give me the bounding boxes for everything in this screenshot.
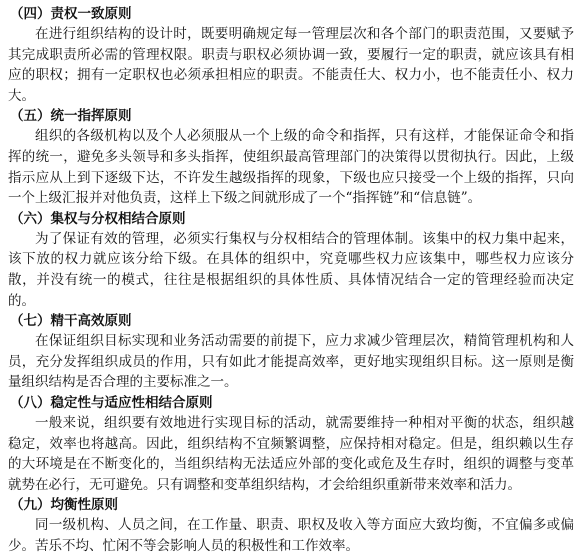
section-body: 同一级机构、人员之间，在工作量、职责、职权及收入等方面应大致均衡，不宜偏多或偏少。苦乐不均、忙闲不等会影响人员的积极性和工作效率。 — [8, 517, 574, 554]
section-heading: （五）统一指挥原则 — [10, 108, 132, 125]
section-heading: （七）精干高效原则 — [10, 313, 132, 330]
section-heading: （九）均衡性原则 — [10, 497, 118, 514]
section-body: 在进行组织结构的设计时，既要明确规定每一管理层次和各个部门的职责范围，又要赋予其完成职责所必需的管理权限。职责与职权必须协调一致，要履行一定的职责，就应该具有相应的职权；拥有一定职权也必须承担相应的职责。不能责任大、权力小，也不能责任小、权力大。 — [8, 26, 574, 104]
section-body: 在保证组织目标实现和业务活动需要的前提下，应力求减少管理层次，精简管理机构和人员，充分发挥组织成员的作用，只有如此才能提高效率，更好地实现组织目标。这一原则是衡量组织结构是否合理的主要标准之一。 — [8, 333, 574, 391]
section-responsibility-authority — [8, 4, 574, 106]
section-body: 组织的各级机构以及个人必须服从一个上级的命令和指挥，只有这样，才能保证命令和指挥的统一，避免多头领导和多头指挥，使组织最高管理部门的决策得以贯彻执行。因此，上级指示应从上到下逐级下达，不许发生越级指挥的现象，下级也应只接受一个上级的指挥，只向一个上级汇报并对他负责，这样上下级之间就形成了一个“指挥链”和“信息链”。 — [8, 128, 574, 207]
section-heading: （八）稳定性与适应性相结合原则 — [10, 394, 213, 411]
section-body: 为了保证有效的管理，必须实行集权与分权相结合的管理体制。该集中的权力集中起来，该下放的权力就应该分给下级。在具体的组织中，究竟哪些权力应该集中，哪些权力应该分散，并没有统一的模式，往往是根据组织的具体性质、具体情况结合一定的管理经验而决定的。 — [8, 230, 574, 309]
section-stability-adaptability — [8, 393, 574, 495]
section-centralization-decentralization — [8, 209, 574, 311]
section-lean-efficiency — [8, 311, 574, 393]
section-balance — [8, 495, 574, 556]
section-heading: （六）集权与分权相结合原则 — [10, 210, 186, 227]
section-unified-command — [8, 106, 574, 208]
section-heading: （四）责权一致原则 — [10, 6, 132, 22]
section-body: 一般来说，组织要有效地进行实现目标的活动，就需要维持一种相对平衡的状态，组织越稳定，效率也将越高。因此，组织结构不宜频繁调整，应保持相对稳定。但是，组织赖以生存的大环境是在不断变化的，当组织结构无法适应外部的变化或危及生存时，组织的调整与变革就势在必行，无可避免。只有调整和变革组织结构，才会给组织重新带来效率和活力。 — [8, 414, 574, 493]
